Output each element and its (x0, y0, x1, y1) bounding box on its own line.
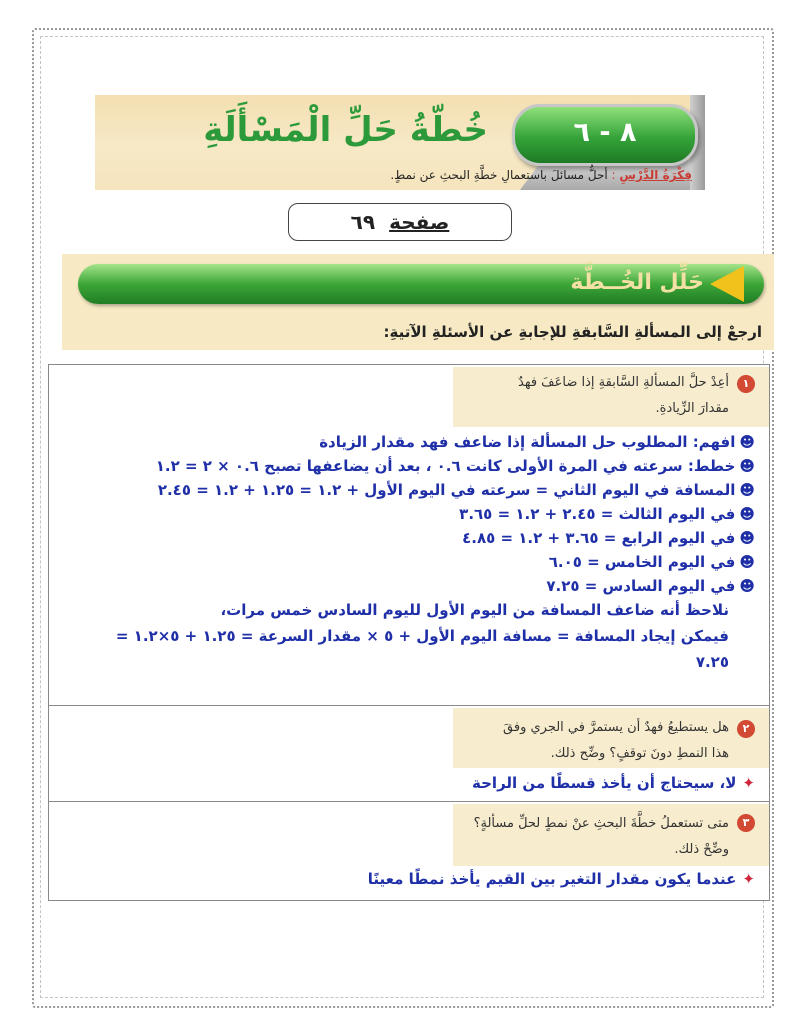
lesson-number-badge (512, 104, 698, 166)
lesson-idea (390, 168, 692, 182)
answer-1-step-5-text: في اليوم الرابع = ٣.٦٥ + ١.٢ = ٤.٨٥ (462, 529, 736, 547)
answer-1-step-2-text: خطط: سرعته في المرة الأولى كانت ٠.٦ ، بعد أن يضاعفها تصبح ٠.٦ × ٢ = ١.٢ (155, 457, 736, 475)
answer-2-text: لا، سيحتاج أن يأخذ قسطًا من الراحة (472, 774, 737, 792)
smiley-bullet-icon: ☻ (739, 553, 755, 571)
smiley-bullet-icon: ☻ (739, 577, 755, 595)
answer-1-step-6-text: في اليوم الخامس = ٦.٠٥ (548, 553, 736, 571)
question-3-line-1: متى تستعملُ خطَّةَ البحثِ عنْ نمطٍ لحلِّ مسألةٍ؟ (473, 816, 729, 831)
question-2-line-1: هل يستطيعُ فهدٌ أن يستمرَّ في الجري وفقَ (503, 720, 729, 735)
answer-1-step-7 (546, 577, 755, 595)
answer-1-step-1-text: افهم: المطلوب حل المسألة إذا ضاعف فهد مقدار الزيادة (319, 433, 736, 451)
number-2-badge-icon: ٢ (737, 720, 755, 738)
answer-1-step-3-text: المسافة في اليوم الثاني = سرعته في اليوم الأول + ١.٢ = ١.٢٥ + ١.٢ = ٢.٤٥ (157, 481, 736, 499)
red-diamond-icon: ✦ (742, 870, 755, 888)
answer-1-step-3 (158, 481, 755, 499)
answer-1-step-4 (459, 505, 755, 523)
question-box-3 (48, 801, 770, 901)
lesson-idea-colon: : (611, 168, 616, 182)
question-1-line-1: أعِدْ حلَّ المسألةِ السَّابقةِ إذا ضاعَفَ فهدٌ (518, 375, 729, 390)
question-1-line-2: مقدارَ الزِّيادةِ. (655, 401, 729, 416)
smiley-bullet-icon: ☻ (739, 457, 755, 475)
smiley-bullet-icon: ☻ (739, 529, 755, 547)
page-word: صفحة (389, 210, 450, 234)
question-3-line-2: وضِّحْ ذلك. (674, 842, 729, 857)
question-2-line-2: هذا النمطِ دونَ توقفٍ؟ وضِّح ذلك. (550, 746, 729, 761)
answer-1-step-2 (156, 457, 755, 475)
lesson-idea-text: أحلُّ مسائلَ باستعمالِ خطَّةِ البحثِ عن نمطٍ. (390, 168, 608, 182)
lesson-number: ٨ - ٦ (573, 117, 637, 148)
answer-1-step-4-text: في اليوم الثالث = ٢.٤٥ + ١.٢ = ٣.٦٥ (459, 505, 736, 523)
number-3-badge-icon: ٣ (737, 814, 755, 832)
number-1-badge-icon: ١ (737, 375, 755, 393)
answer-1-note-2: فيمكن إيجاد المسافة = مسافة اليوم الأول + ٥ × مقدار السرعة = ١.٢٥ + ٥×١.٢ = (115, 627, 729, 645)
answer-1-note-1: نلاحظ أنه ضاعف المسافة من اليوم الأول لليوم السادس خمس مرات، (220, 601, 729, 619)
smiley-bullet-icon: ☻ (739, 481, 755, 499)
question-box-1 (48, 364, 770, 707)
red-diamond-icon: ✦ (742, 774, 755, 792)
arrow-icon (710, 266, 744, 302)
lesson-idea-label: فِكْرَةُ الدَّرْسِ (619, 168, 692, 182)
question-box-2 (48, 705, 770, 803)
page-reference-box (288, 203, 512, 241)
answer-2 (472, 774, 755, 792)
lesson-title: خُطّةُ حَلِّ الْمَسْأَلَةِ (203, 110, 488, 150)
smiley-bullet-icon: ☻ (739, 433, 755, 451)
answer-1-step-1 (319, 433, 755, 451)
instruction-text: ارجعْ إلى المسألةِ السَّابقةِ للإجابةِ عن الأسئلةِ الآتيةِ: (383, 323, 762, 341)
answer-1-step-7-text: في اليوم السادس = ٧.٢٥ (546, 577, 736, 595)
answer-3 (368, 870, 755, 888)
answer-1-note-3: ٧.٢٥ (695, 653, 729, 671)
answer-1-step-6 (549, 553, 755, 571)
analyze-plan-title: حَلِّل الخُــطَّة (570, 270, 704, 295)
smiley-bullet-icon: ☻ (739, 505, 755, 523)
answer-3-text: عندما يكون مقدار التغير بين القيم يأخذ نمطًا معينًا (367, 870, 737, 888)
answer-1-step-5 (462, 529, 755, 547)
page-number: ٦٩ (350, 210, 376, 234)
